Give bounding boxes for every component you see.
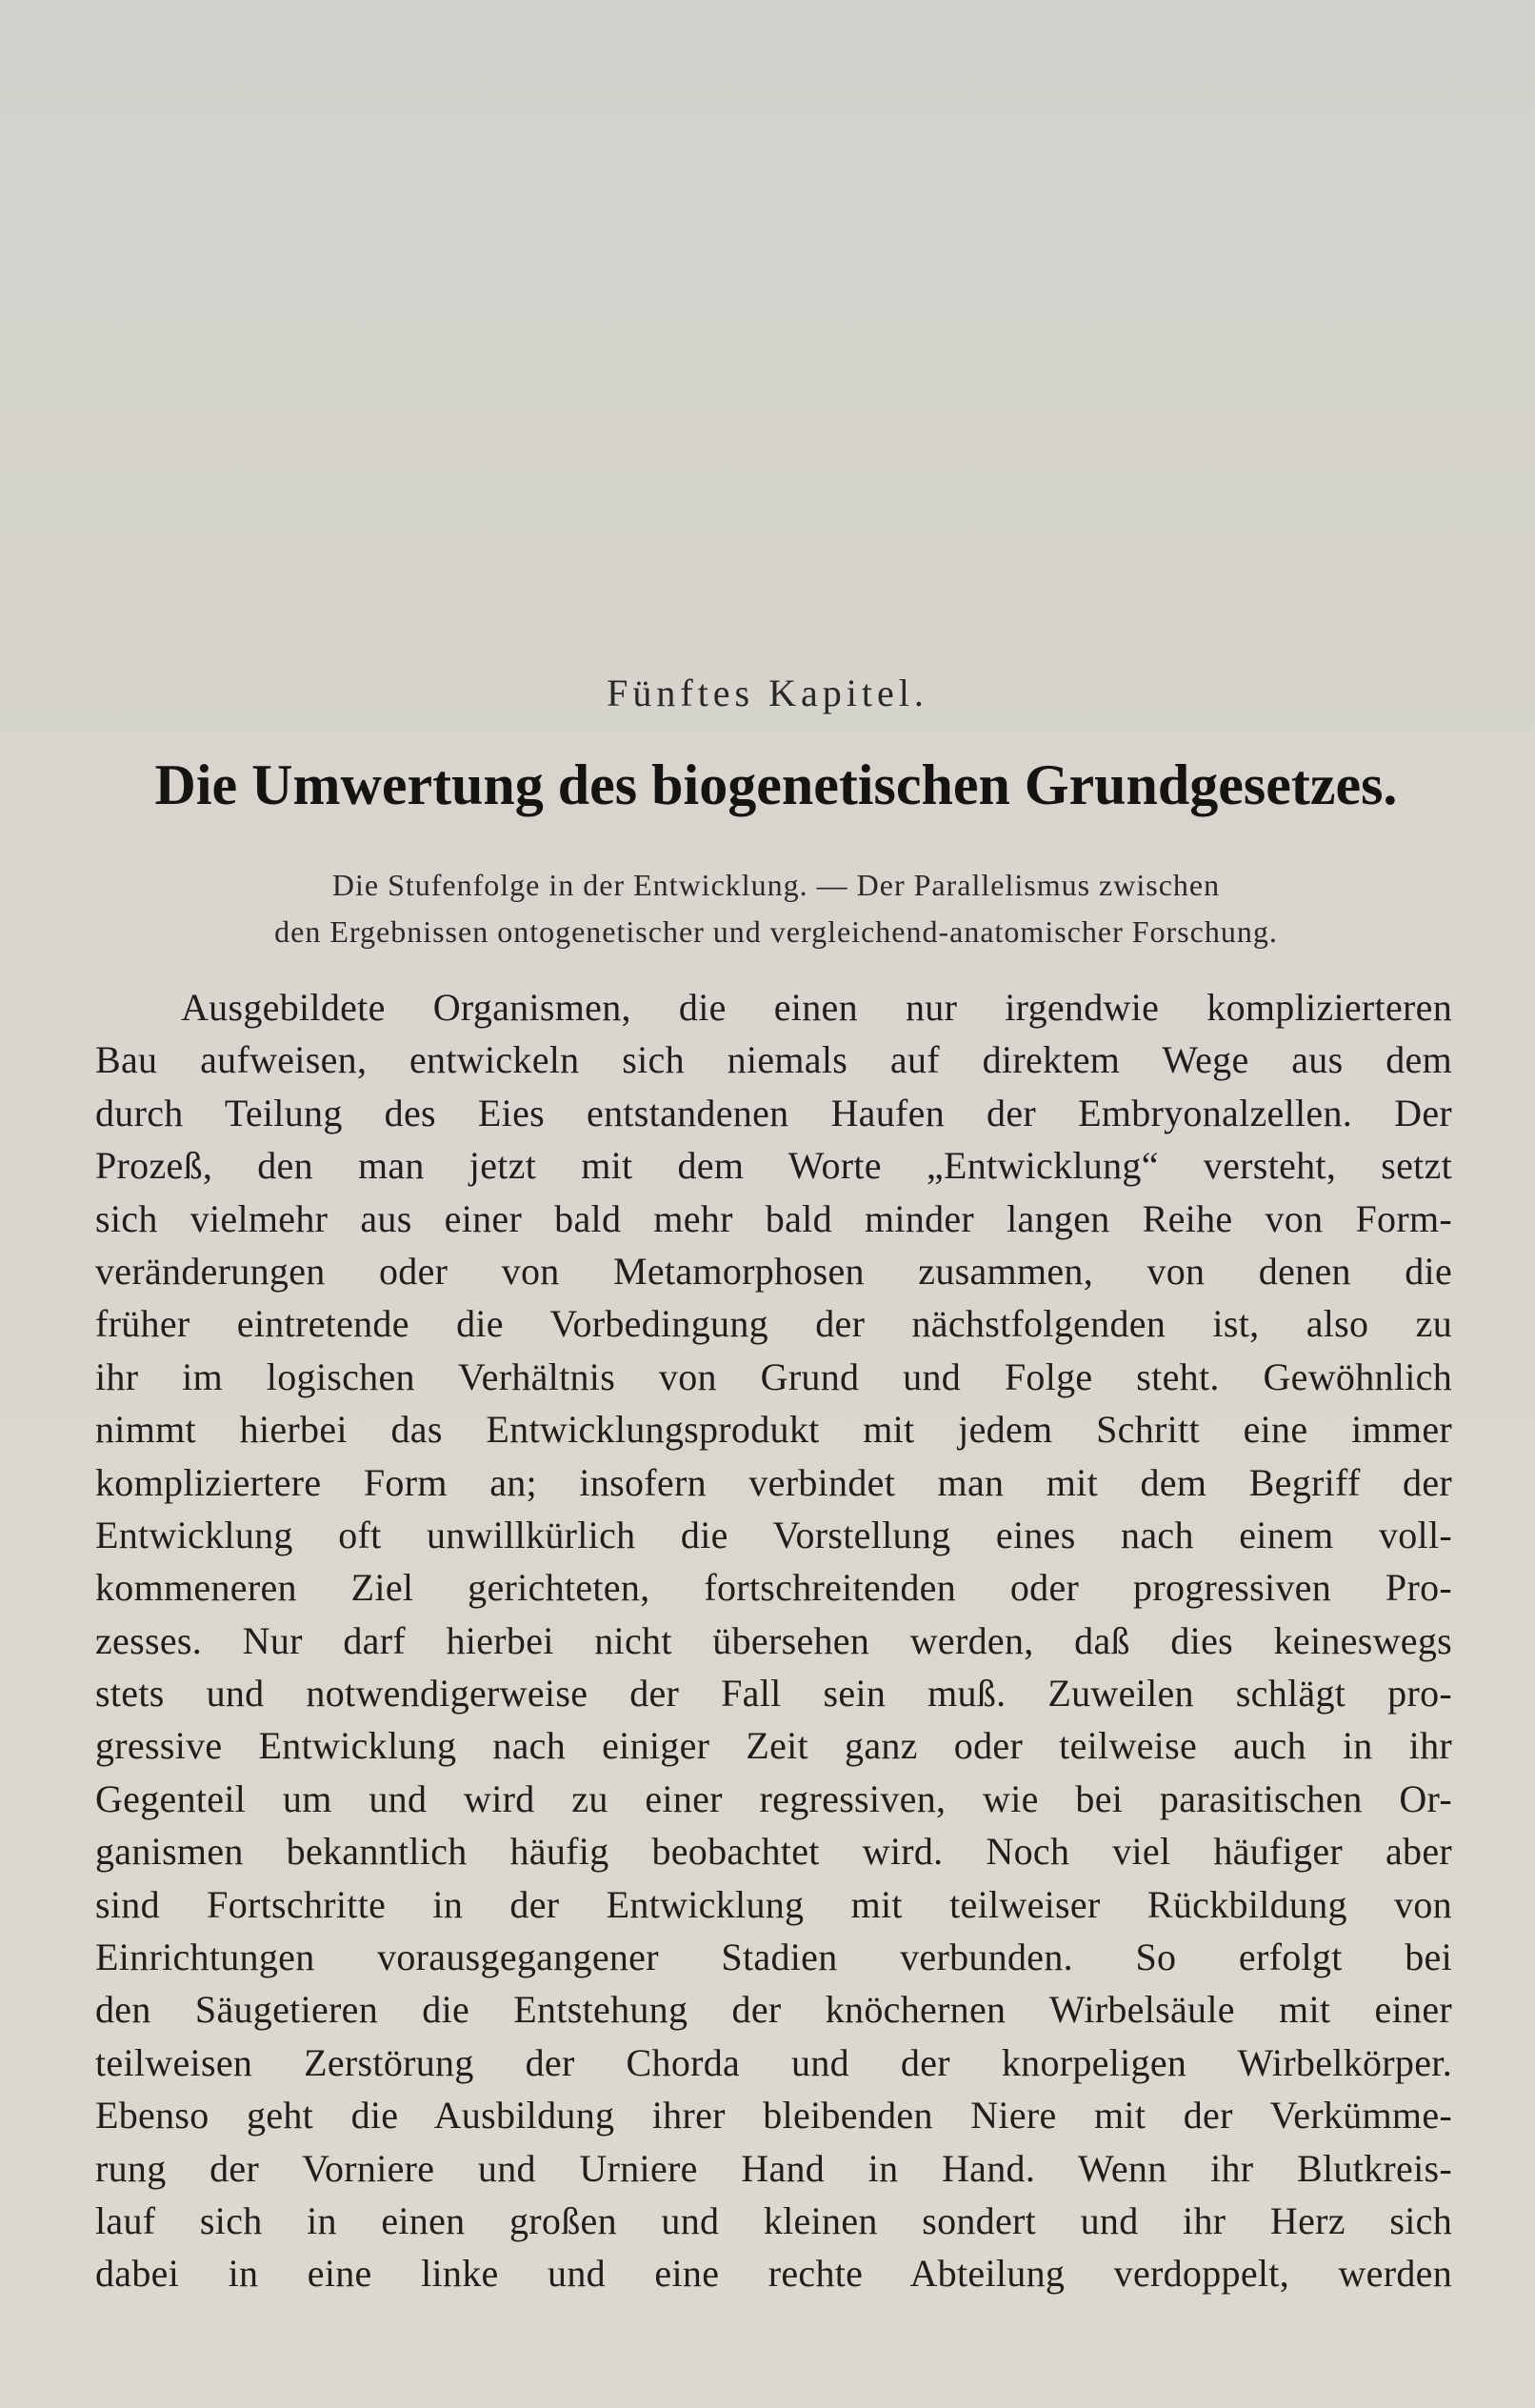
body-line: nimmt hierbei das Entwicklungsprodukt mit jedem Schritt eine immer: [95, 1408, 1452, 1452]
body-line: ganismen bekanntlich häufig beobachtet wird. Noch viel häufiger aber: [95, 1830, 1452, 1874]
body-line: Einrichtungen vorausgegangener Stadien verbunden. So erfolgt bei: [95, 1936, 1452, 1979]
body-line: durch Teilung des Eies entstandenen Haufen der Embryonalzellen. Der: [95, 1091, 1452, 1134]
body-line: zesses. Nur darf hierbei nicht übersehen werden, daß dies keineswegs: [95, 1618, 1452, 1662]
summary-line: Die Stufenfolge in der Entwicklung. — Der Parallelismus zwischen: [331, 868, 1221, 902]
body-line: Ausgebildete Organismen, die einen nur irgendwie komplizierteren: [181, 986, 1452, 1029]
body-line: Ebenso geht die Ausbildung ihrer bleibenden Niere mit der Verkümme-: [95, 2094, 1452, 2137]
summary-line: den Ergebnissen ontogenetischer und vergleichend-anatomischer Forschung.: [274, 914, 1278, 949]
chapter-summary: [95, 862, 1457, 955]
body-line: Entwicklung oft unwillkürlich die Vorstellung eines nach einem voll-: [95, 1513, 1452, 1556]
body-line: sich vielmehr aus einer bald mehr bald minder langen Reihe von Form-: [95, 1196, 1452, 1240]
body-line: kompliziertere Form an; insofern verbindet man mit dem Begriff der: [95, 1460, 1452, 1504]
body-line: teilweisen Zerstörung der Chorda und der knorpeligen Wirbelkörper.: [95, 2040, 1452, 2084]
body-line: Gegenteil um und wird zu einer regressiven, wie bei parasitischen Or-: [95, 1776, 1452, 1820]
body-line: ihr im logischen Verhältnis von Grund und Folge steht. Gewöhnlich: [95, 1354, 1452, 1398]
body-line: früher eintretende die Vorbedingung der nächstfolgenden ist, also zu: [95, 1302, 1452, 1346]
body-line: dabei in eine linke und eine rechte Abteilung verdoppelt, werden: [95, 2252, 1452, 2296]
body-line: kommeneren Ziel gerichteten, fortschreitenden oder progressiven Pro-: [95, 1566, 1452, 1610]
body-line: veränderungen oder von Metamorphosen zusammen, von denen die: [95, 1249, 1452, 1293]
chapter-label: Fünftes Kapitel.: [607, 672, 928, 714]
chapter-title: Die Umwertung des biogenetischen Grundgesetzes.: [154, 753, 1398, 816]
body-line: gressive Entwicklung nach einiger Zeit ganz oder teilweise auch in ihr: [95, 1724, 1452, 1768]
body-line: sind Fortschritte in der Entwicklung mit teilweiser Rückbildung von: [95, 1882, 1452, 1926]
body-line: lauf sich in einen großen und kleinen sondert und ihr Herz sich: [95, 2198, 1452, 2242]
body-line: Bau aufweisen, entwickeln sich niemals auf direktem Wege aus dem: [95, 1038, 1452, 1082]
body-line: Prozeß, den man jetzt mit dem Worte „Entwicklung“ versteht, setzt: [95, 1144, 1452, 1188]
body-line: den Säugetieren die Entstehung der knöchernen Wirbelsäule mit einer: [95, 1988, 1452, 2032]
body-line: rung der Vorniere und Urniere Hand in Hand. Wenn ihr Blutkreis-: [95, 2146, 1452, 2190]
body-paragraph: [95, 981, 1452, 2300]
body-line: stets und notwendigerweise der Fall sein muß. Zuweilen schlägt pro-: [95, 1672, 1452, 1716]
